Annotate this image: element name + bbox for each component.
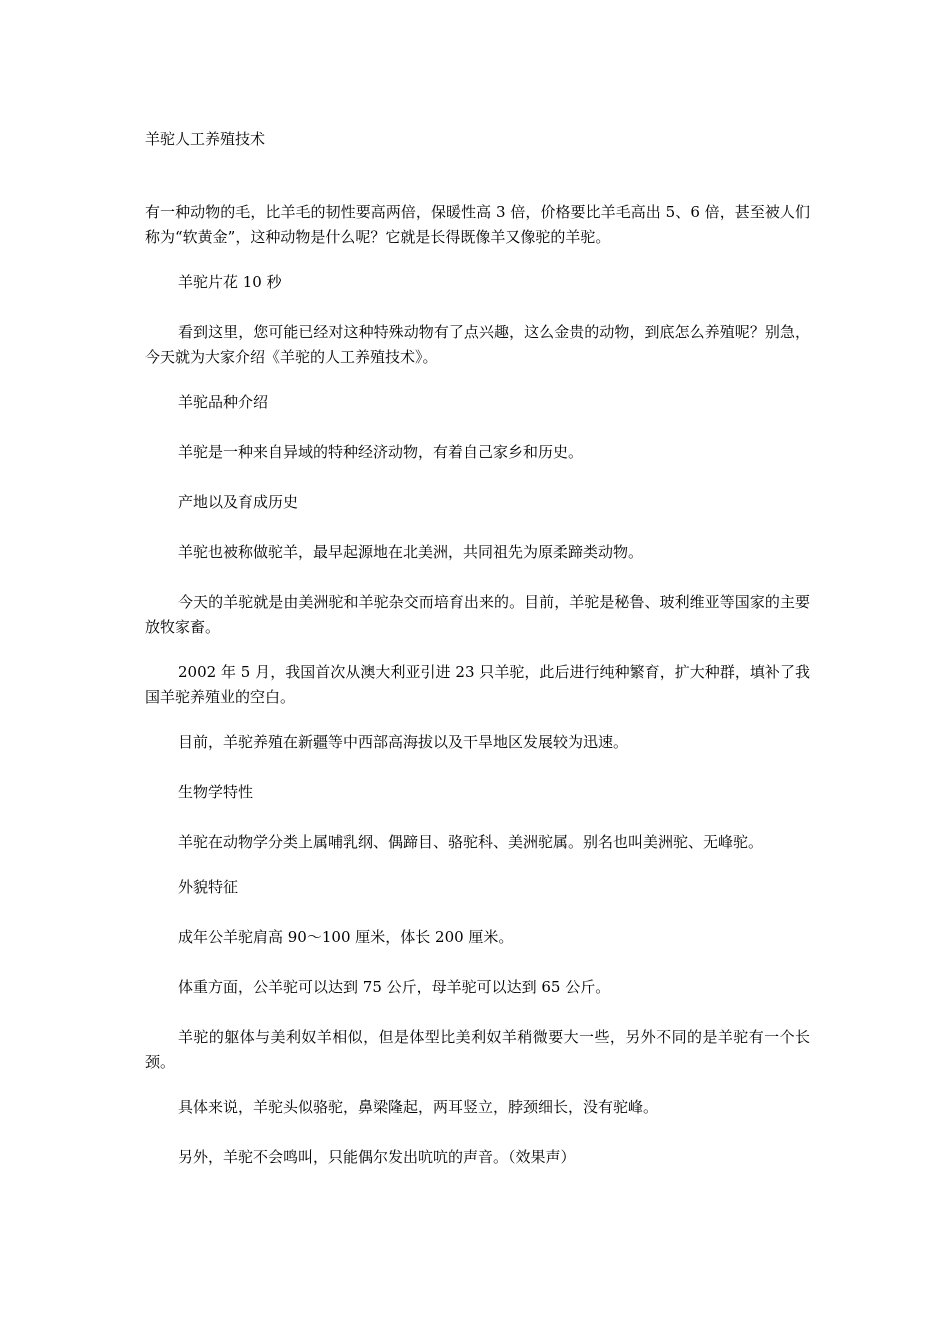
section-heading-origin: 产地以及育成历史 [178, 493, 299, 511]
paragraph-breeds: 羊驼是一种来自异域的特种经济动物，有着自己家乡和历史。 [178, 443, 584, 461]
paragraph-lead-in: 看到这里，您可能已经对这种特殊动物有了点兴趣，这么金贵的动物，到底怎么养殖呢？别急，今天就为大家介绍《羊驼的人工养殖技术》。 [145, 323, 810, 366]
paragraph-size: 成年公羊驼肩高 90～100 厘米，体长 200 厘米。 [178, 928, 514, 946]
paragraph-import-history: 2002 年 5 月，我国首次从澳大利亚引进 23 只羊驼，此后进行纯种繁育，扩大种群，填补了我国羊驼养殖业的空白。 [145, 663, 810, 706]
paragraph-body-shape: 羊驼的躯体与美利奴羊相似，但是体型比美利奴羊稍微要大一些，另外不同的是羊驼有一个长颈。 [145, 1028, 810, 1071]
paragraph-intro: 有一种动物的毛，比羊毛的韧性要高两倍，保暖性高 3 倍，价格要比羊毛高出 5、6 倍，甚至被人们称为“软黄金”，这种动物是什么呢？它就是长得既像羊又像驼的羊驼。 [145, 203, 810, 246]
paragraph-origin: 羊驼也被称做驼羊，最早起源地在北美洲，共同祖先为原柔蹄类动物。 [178, 543, 644, 561]
document-body [145, 200, 810, 1195]
paragraph-weight: 体重方面，公羊驼可以达到 75 公斤，母羊驼可以达到 65 公斤。 [178, 978, 611, 996]
paragraph-classification: 羊驼在动物学分类上属哺乳纲、偶蹄目、骆驼科、美洲驼属。别名也叫美洲驼、无峰驼。 [178, 833, 764, 851]
section-heading-breeds: 羊驼品种介绍 [178, 393, 269, 411]
paragraph-head-features: 具体来说，羊驼头似骆驼，鼻梁隆起，两耳竖立，脖颈细长，没有驼峰。 [178, 1098, 659, 1116]
paragraph-crossbreeding: 今天的羊驼就是由美洲驼和羊驼杂交而培育出来的。目前，羊驼是秘鲁、玻利维亚等国家的主要放牧家畜。 [145, 593, 810, 636]
paragraph-clip-note: 羊驼片花 10 秒 [178, 273, 282, 291]
paragraph-current-development: 目前，羊驼养殖在新疆等中西部高海拔以及干旱地区发展较为迅速。 [178, 733, 629, 751]
section-heading-biology: 生物学特性 [178, 783, 254, 801]
paragraph-sound: 另外，羊驼不会鸣叫，只能偶尔发出吭吭的声音。（效果声） [178, 1148, 576, 1166]
document-title: 羊驼人工养殖技术 [145, 130, 266, 148]
section-heading-appearance: 外貌特征 [178, 878, 239, 896]
